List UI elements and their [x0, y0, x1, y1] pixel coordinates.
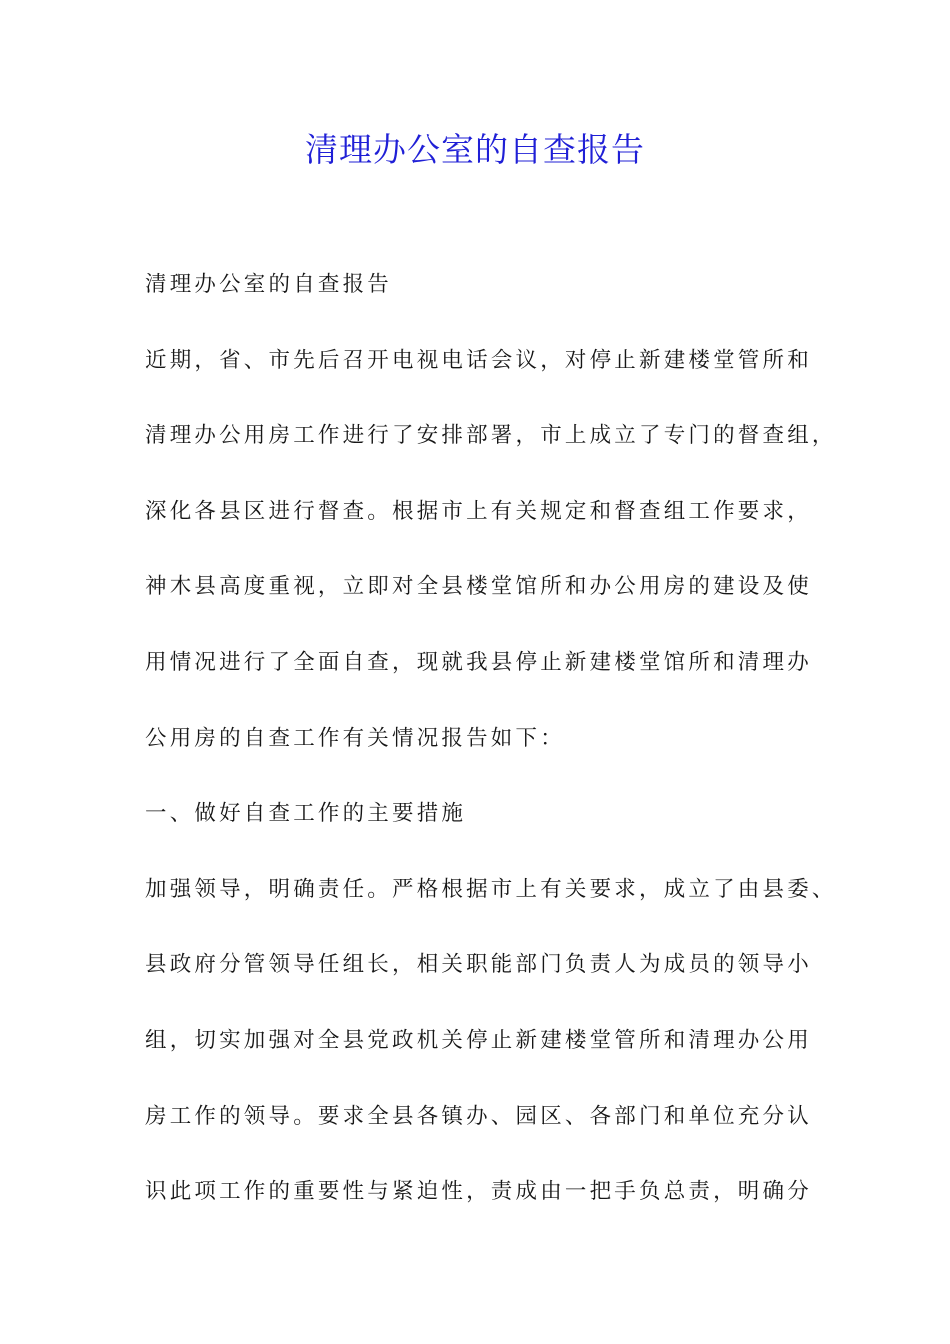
body-line: 神木县高度重视，立即对全县楼堂馆所和办公用房的建设及使 — [145, 574, 812, 600]
body-line: 清理办公用房工作进行了安排部署，市上成立了专门的督查组， — [145, 423, 837, 449]
body-line: 用情况进行了全面自查，现就我县停止新建楼堂馆所和清理办 — [145, 649, 812, 675]
body-line: 组，切实加强对全县党政机关停止新建楼堂管所和清理办公用 — [145, 1027, 812, 1053]
body-line: 深化各县区进行督查。根据市上有关规定和督查组工作要求， — [145, 498, 812, 524]
body-line: 识此项工作的重要性与紧迫性，责成由一把手负总责，明确分 — [145, 1179, 812, 1205]
body-line: 加强领导，明确责任。严格根据市上有关要求，成立了由县委、 — [145, 876, 837, 902]
document-title: 清理办公室的自查报告 — [305, 130, 645, 169]
section-heading: 一、做好自查工作的主要措施 — [145, 801, 467, 827]
document-body — [145, 262, 845, 1245]
body-line: 公用房的自查工作有关情况报告如下： — [145, 725, 565, 751]
body-line: 清理办公室的自查报告 — [145, 272, 393, 297]
body-line: 近期，省、市先后召开电视电话会议，对停止新建楼堂管所和 — [145, 347, 812, 373]
body-line: 房工作的领导。要求全县各镇办、园区、各部门和单位充分认 — [145, 1103, 812, 1129]
body-line: 县政府分管领导任组长，相关职能部门负责人为成员的领导小 — [145, 952, 812, 978]
